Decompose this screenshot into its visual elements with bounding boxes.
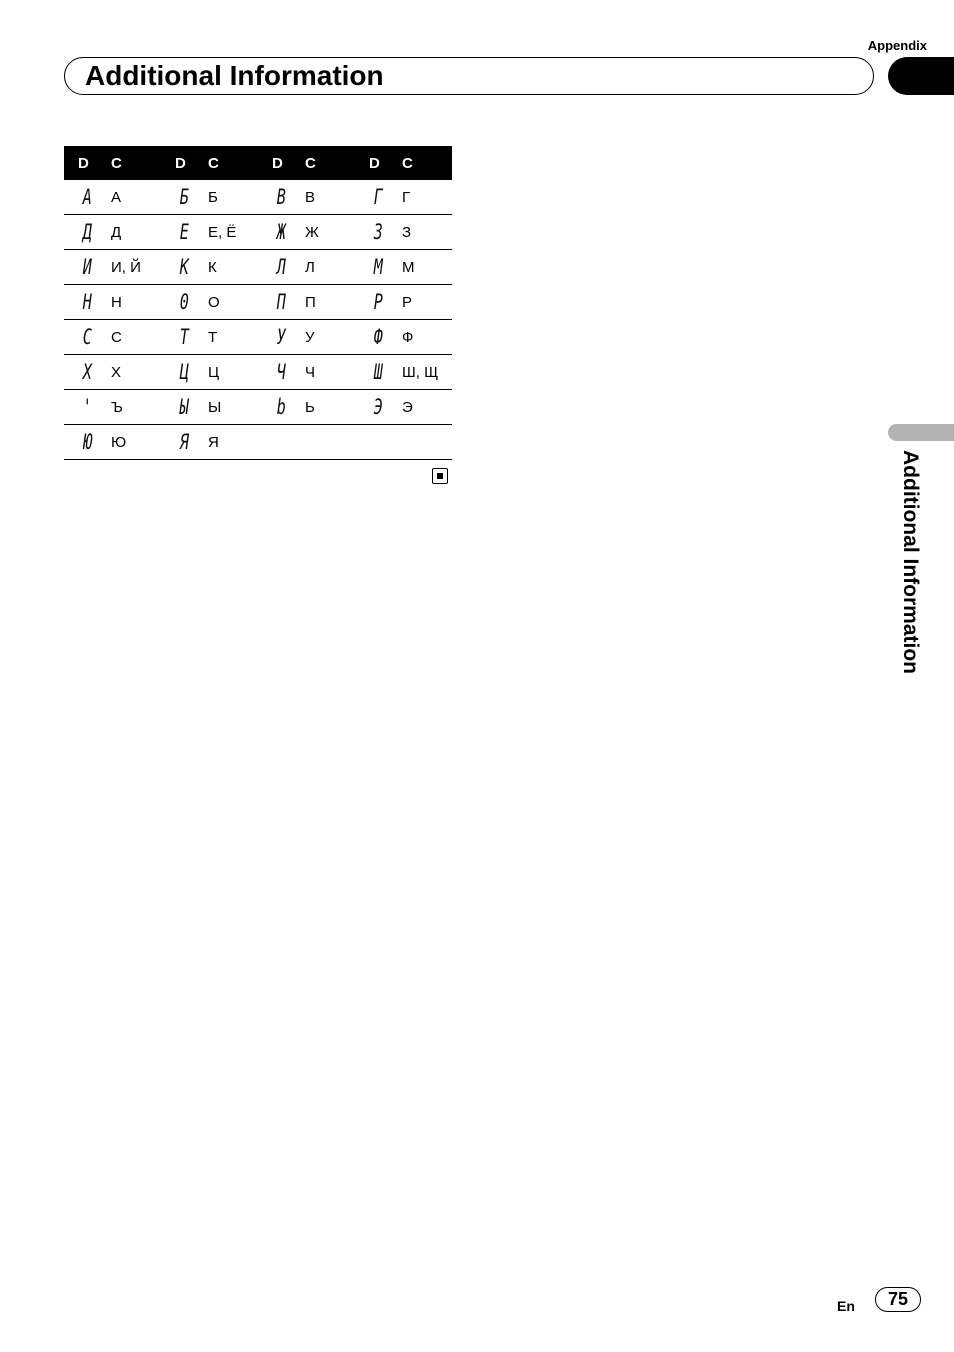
display-glyph: Ц xyxy=(179,360,190,384)
character-cell: Н xyxy=(111,285,161,320)
display-glyph-cell xyxy=(64,285,111,320)
character-cell: Ш, Щ xyxy=(402,355,452,390)
character-cell: Ю xyxy=(111,425,161,460)
appendix-label: Appendix xyxy=(867,38,927,53)
character-table xyxy=(64,146,452,460)
display-glyph: X xyxy=(82,360,93,384)
end-of-section-icon xyxy=(432,468,448,484)
table-row xyxy=(64,180,452,215)
table-row xyxy=(64,320,452,355)
display-glyph: Б xyxy=(179,185,190,209)
display-glyph: П xyxy=(276,290,287,314)
character-cell: Г xyxy=(402,180,452,215)
character-cell: З xyxy=(402,215,452,250)
character-cell: Я xyxy=(208,425,258,460)
display-glyph-cell xyxy=(355,215,402,250)
character-cell: Л xyxy=(305,250,355,285)
page-number: 75 xyxy=(875,1287,921,1312)
section-tab-marker xyxy=(888,57,954,95)
section-title-bar xyxy=(64,57,874,95)
side-section-label: Additional Information xyxy=(899,450,922,674)
column-header-display: D xyxy=(161,146,208,180)
character-cell: Э xyxy=(402,390,452,425)
display-glyph-cell xyxy=(161,355,208,390)
display-glyph: B xyxy=(276,185,287,209)
character-cell: Ы xyxy=(208,390,258,425)
character-cell: Ц xyxy=(208,355,258,390)
display-glyph: И xyxy=(82,255,93,279)
language-label: En xyxy=(837,1298,855,1314)
display-glyph-cell xyxy=(64,180,111,215)
display-glyph-cell xyxy=(64,320,111,355)
table-header-row xyxy=(64,146,452,180)
character-cell: М xyxy=(402,250,452,285)
character-cell: Ъ xyxy=(111,390,161,425)
display-glyph: 0 xyxy=(179,290,190,314)
character-cell: У xyxy=(305,320,355,355)
display-glyph-cell xyxy=(355,180,402,215)
display-glyph-cell xyxy=(258,180,305,215)
display-glyph-cell xyxy=(355,390,402,425)
column-header-character: C xyxy=(208,146,258,180)
display-glyph: b xyxy=(276,395,287,419)
character-cell: П xyxy=(305,285,355,320)
display-glyph: Ю xyxy=(82,430,93,454)
table-row xyxy=(64,425,452,460)
display-glyph-cell xyxy=(258,355,305,390)
character-cell: К xyxy=(208,250,258,285)
table-row xyxy=(64,250,452,285)
character-cell: Ч xyxy=(305,355,355,390)
display-glyph-cell xyxy=(258,320,305,355)
display-glyph-cell xyxy=(161,180,208,215)
display-glyph: Э xyxy=(373,395,384,419)
display-glyph: M xyxy=(373,255,384,279)
display-glyph-cell xyxy=(161,390,208,425)
display-glyph: T xyxy=(179,325,190,349)
character-cell: Ь xyxy=(305,390,355,425)
character-cell: Д xyxy=(111,215,161,250)
display-glyph-cell xyxy=(355,250,402,285)
side-tab-marker xyxy=(888,424,954,441)
display-glyph-cell xyxy=(355,320,402,355)
display-glyph: ' xyxy=(82,395,93,419)
column-header-character: C xyxy=(305,146,355,180)
display-glyph-cell xyxy=(258,285,305,320)
display-glyph: Г xyxy=(373,185,384,209)
display-glyph-cell xyxy=(64,250,111,285)
column-header-display: D xyxy=(355,146,402,180)
character-cell xyxy=(402,425,452,460)
display-glyph: Л xyxy=(276,255,287,279)
character-cell xyxy=(305,425,355,460)
character-cell: О xyxy=(208,285,258,320)
display-glyph: Д xyxy=(82,220,93,244)
character-cell: Р xyxy=(402,285,452,320)
display-glyph-cell xyxy=(258,215,305,250)
display-glyph: H xyxy=(82,290,93,314)
character-cell: Ф xyxy=(402,320,452,355)
display-glyph-cell xyxy=(161,215,208,250)
display-glyph-cell xyxy=(258,250,305,285)
display-glyph: Я xyxy=(179,430,190,454)
display-glyph: P xyxy=(373,290,384,314)
character-cell: А xyxy=(111,180,161,215)
table-row xyxy=(64,285,452,320)
display-glyph-cell xyxy=(161,320,208,355)
character-cell: Х xyxy=(111,355,161,390)
display-glyph-cell xyxy=(64,355,111,390)
display-glyph-cell xyxy=(355,285,402,320)
column-header-character: C xyxy=(111,146,161,180)
column-header-display: D xyxy=(258,146,305,180)
display-glyph: Ч xyxy=(276,360,287,384)
page-title: Additional Information xyxy=(85,60,384,91)
display-glyph-cell xyxy=(161,250,208,285)
display-glyph: Ф xyxy=(373,325,384,349)
character-cell: Ж xyxy=(305,215,355,250)
column-header-character: C xyxy=(402,146,452,180)
display-glyph: У xyxy=(276,325,287,349)
character-cell: В xyxy=(305,180,355,215)
display-glyph: K xyxy=(179,255,190,279)
table-row xyxy=(64,215,452,250)
display-glyph: Ы xyxy=(179,395,190,419)
display-glyph: 3 xyxy=(373,220,384,244)
character-cell: С xyxy=(111,320,161,355)
character-cell: Е, Ё xyxy=(208,215,258,250)
display-glyph-cell xyxy=(161,425,208,460)
display-glyph-cell xyxy=(64,425,111,460)
character-cell: И, Й xyxy=(111,250,161,285)
display-glyph-cell xyxy=(258,425,305,460)
character-cell: Т xyxy=(208,320,258,355)
display-glyph: C xyxy=(82,325,93,349)
display-glyph: Ж xyxy=(276,220,287,244)
display-glyph: Ш xyxy=(373,360,384,384)
display-glyph: A xyxy=(82,185,93,209)
display-glyph-cell xyxy=(258,390,305,425)
table-row xyxy=(64,390,452,425)
display-glyph-cell xyxy=(355,355,402,390)
display-glyph-cell xyxy=(64,215,111,250)
character-cell: Б xyxy=(208,180,258,215)
display-glyph-cell xyxy=(355,425,402,460)
display-glyph-cell xyxy=(161,285,208,320)
table-row xyxy=(64,355,452,390)
display-glyph-cell xyxy=(64,390,111,425)
column-header-display: D xyxy=(64,146,111,180)
display-glyph: E xyxy=(179,220,190,244)
